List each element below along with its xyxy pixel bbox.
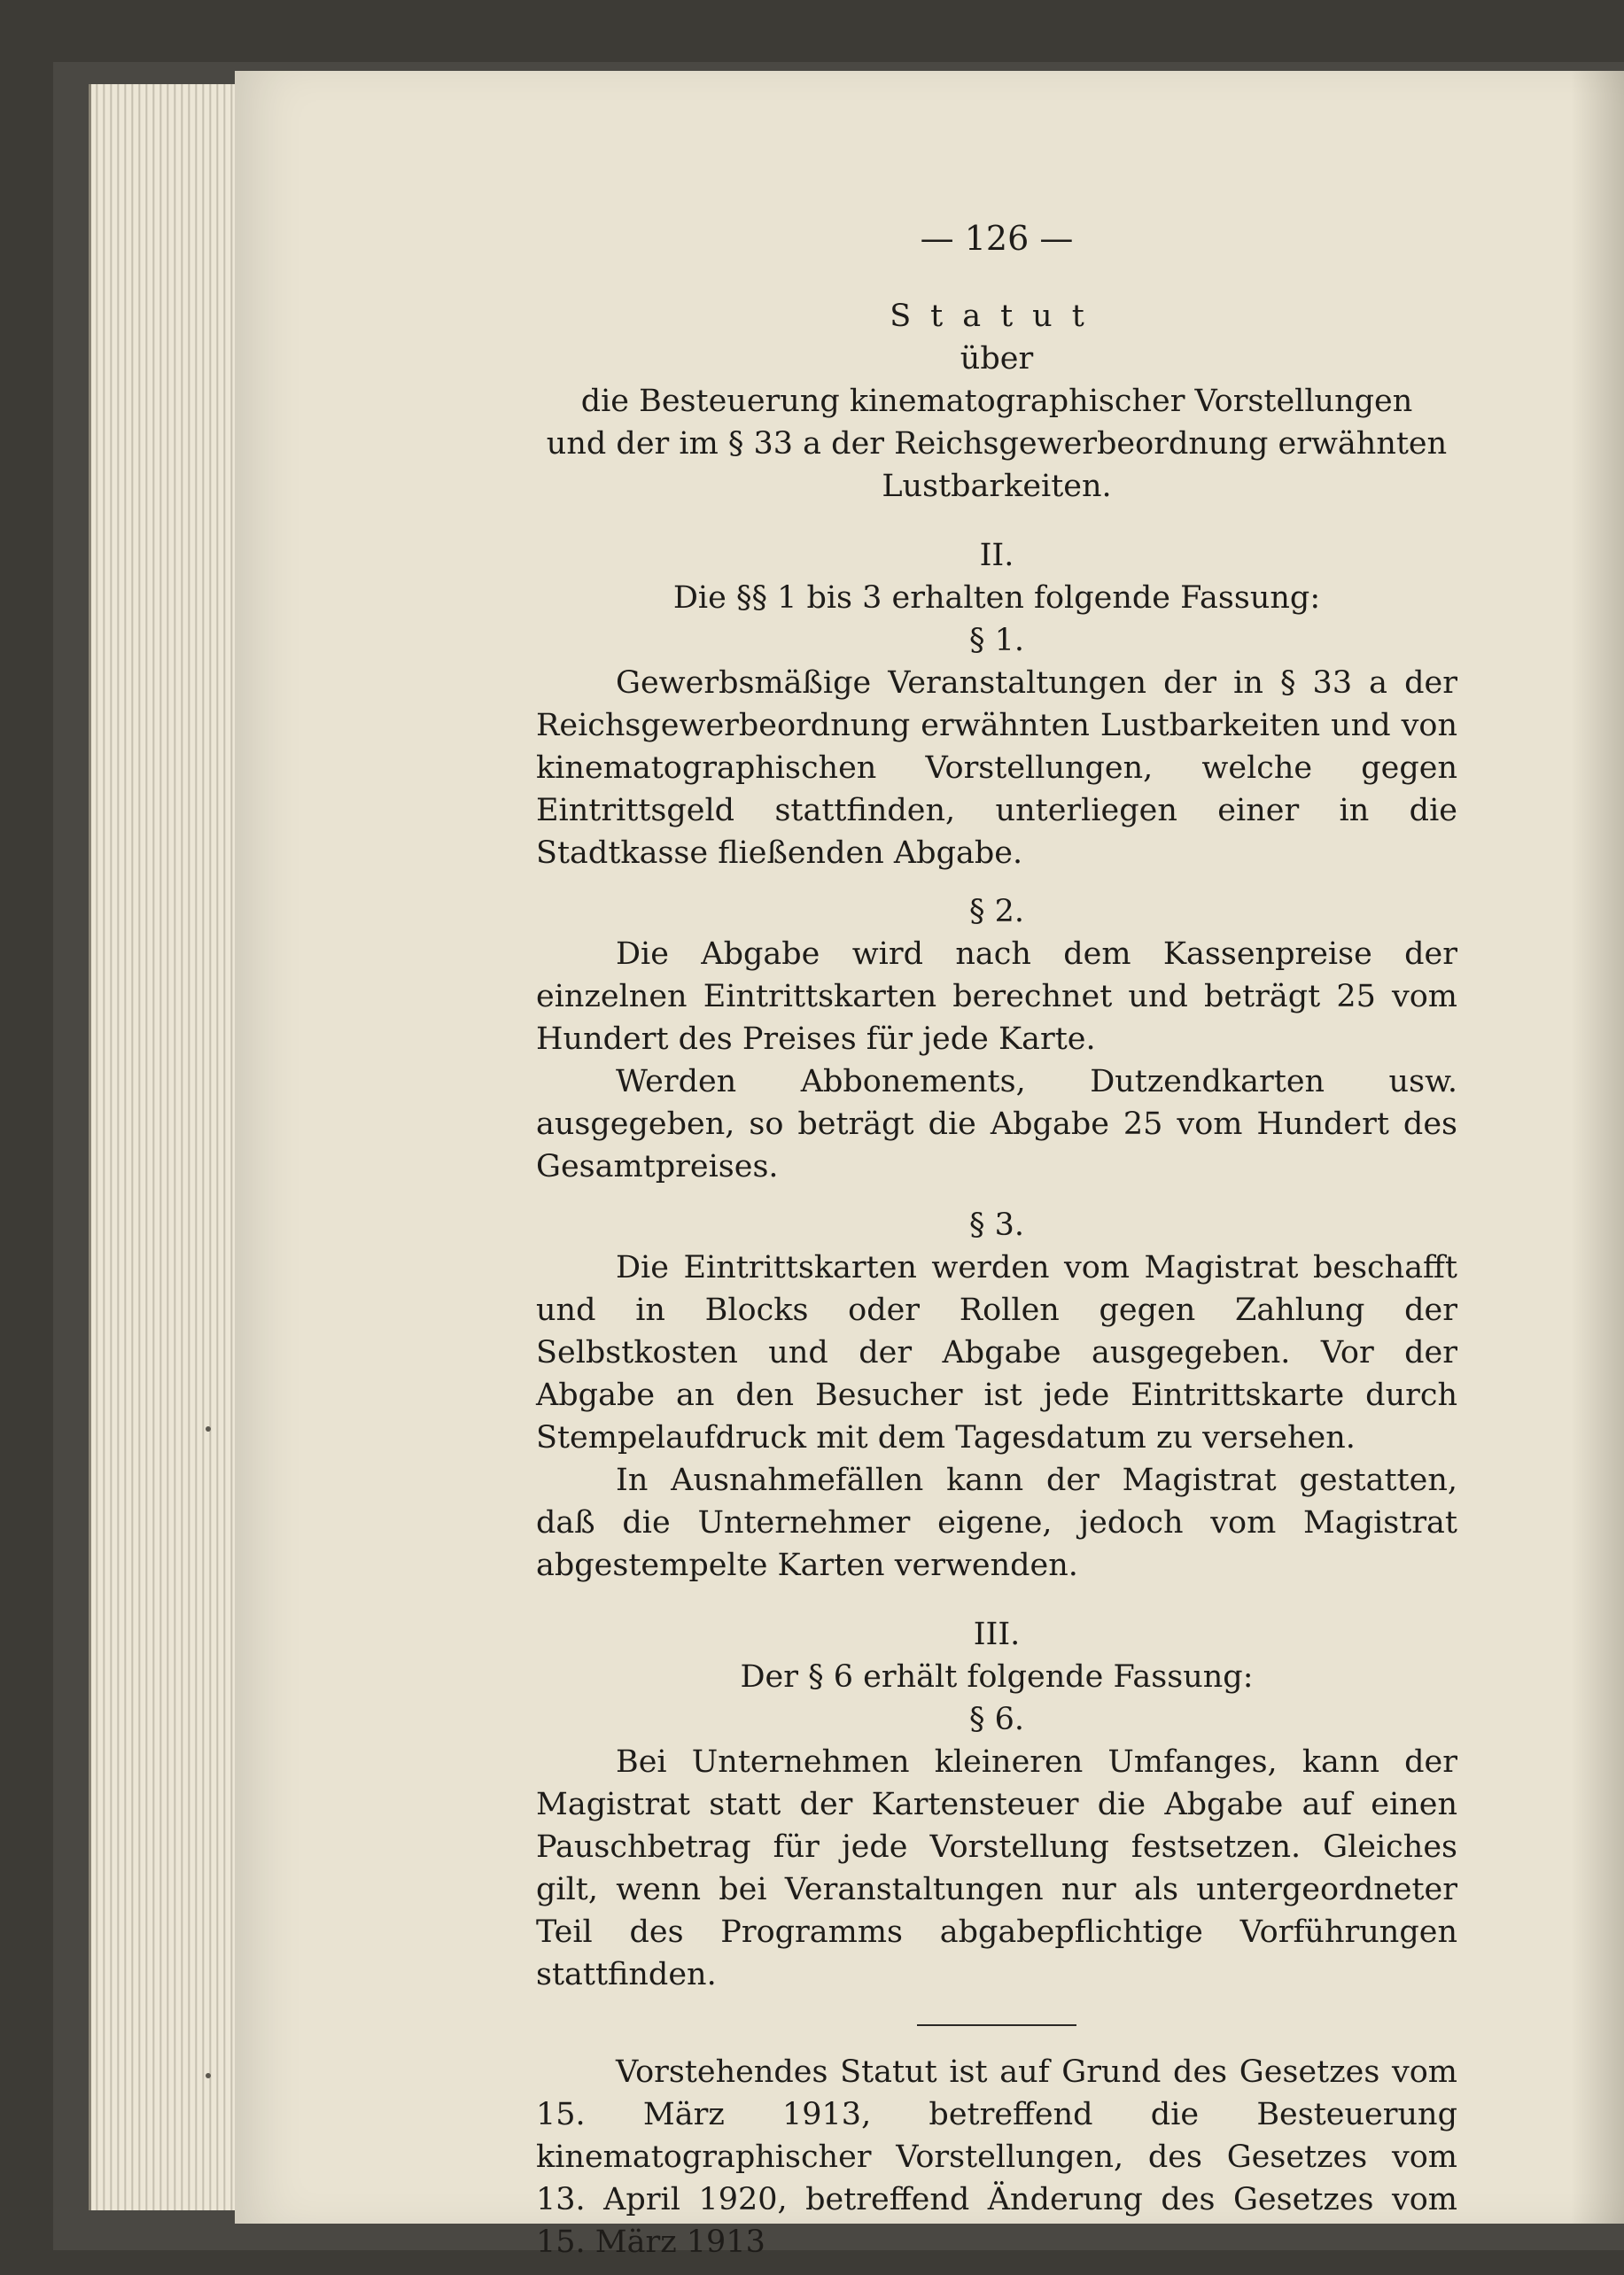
title-ueber: über xyxy=(960,341,1034,377)
paragraph-2-text-1: Die Abgabe wird nach dem Kassenpreise der einzelnen Eintrittskarten berechnet und beträgt 25 vom Hundert des Preises für jede Karte. xyxy=(536,936,1457,1057)
page-number: — 126 — xyxy=(920,219,1074,258)
title-statut: Statut xyxy=(890,299,1104,334)
section-iii-intro: Der § 6 erhält folgende Fassung: xyxy=(740,1659,1254,1695)
paragraph-2-heading: § 2. xyxy=(968,894,1025,929)
margin-mark xyxy=(206,2073,211,2078)
paragraph-6-text: Bei Unternehmen kleineren Umfanges, kann der Magistrat statt der Kartensteuer die Abgabe auf einen Pauschbetrag für jede Vorstellung festsetzen. Gleiches gilt, wenn bei Veranstaltungen nur als untergeordneter Teil des Programms abgabepflichtige Vorführungen stattfinden. xyxy=(536,1744,1457,1992)
title-line-3: Lustbarkeiten. xyxy=(882,469,1112,504)
paragraph-6-heading: § 6. xyxy=(968,1702,1025,1737)
paragraph-1-heading: § 1. xyxy=(968,623,1025,658)
section-ii-intro: Die §§ 1 bis 3 erhalten folgende Fassung: xyxy=(672,580,1321,616)
paragraph-1-text: Gewerbsmäßige Veranstaltungen der in § 33 a der Reichsgewerbeordnung erwähnten Lustbarkeiten und von kinematographischen Vorstellungen, welche gegen Eintrittsgeld stattfinden, unterliegen einer in die Stadtkasse fließenden Abgabe. xyxy=(536,665,1457,871)
section-ii-numeral: II. xyxy=(979,538,1014,573)
title-line-2: und der im § 33 a der Reichsgewerbeordnung erwähnten xyxy=(546,426,1448,462)
page-edges xyxy=(89,84,242,2210)
paragraph-3-text-1: Die Eintrittskarten werden vom Magistrat beschafft und in Blocks oder Rollen gegen Zahlung der Selbstkosten und der Abgabe ausgegeben. Vor der Abgabe an den Besucher ist jede Eintrittskarte durch Stempelaufdruck mit dem Tagesdatum zu versehen. xyxy=(536,1250,1457,1456)
paragraph-3-heading: § 3. xyxy=(968,1207,1025,1243)
section-iii-numeral: III. xyxy=(973,1617,1021,1652)
page-gutter-shadow xyxy=(1571,71,1624,2224)
paragraph-3-text-2: In Ausnahmefällen kann der Magistrat gestatten, daß die Unternehmer eigene, jedoch vom Magistrat abgestempelte Karten verwenden. xyxy=(536,1463,1457,1583)
page-content xyxy=(536,217,1457,2263)
separator-rule xyxy=(917,2024,1076,2026)
title-line-1: die Besteuerung kinematographischer Vorstellungen xyxy=(580,384,1413,419)
paragraph-2-text-2: Werden Abbonements, Dutzendkarten usw. ausgegeben, so beträgt die Abgabe 25 vom Hundert des Gesamtpreises. xyxy=(536,1064,1457,1184)
footer-note: Vorstehendes Statut ist auf Grund des Gesetzes vom 15. März 1913, betreffend die Besteuerung kinematographischer Vorstellungen, des Gesetzes vom 13. April 1920, betreffend Änderung des Gesetzes vom 15. März 1913 xyxy=(536,2054,1457,2260)
margin-mark xyxy=(206,1426,211,1432)
